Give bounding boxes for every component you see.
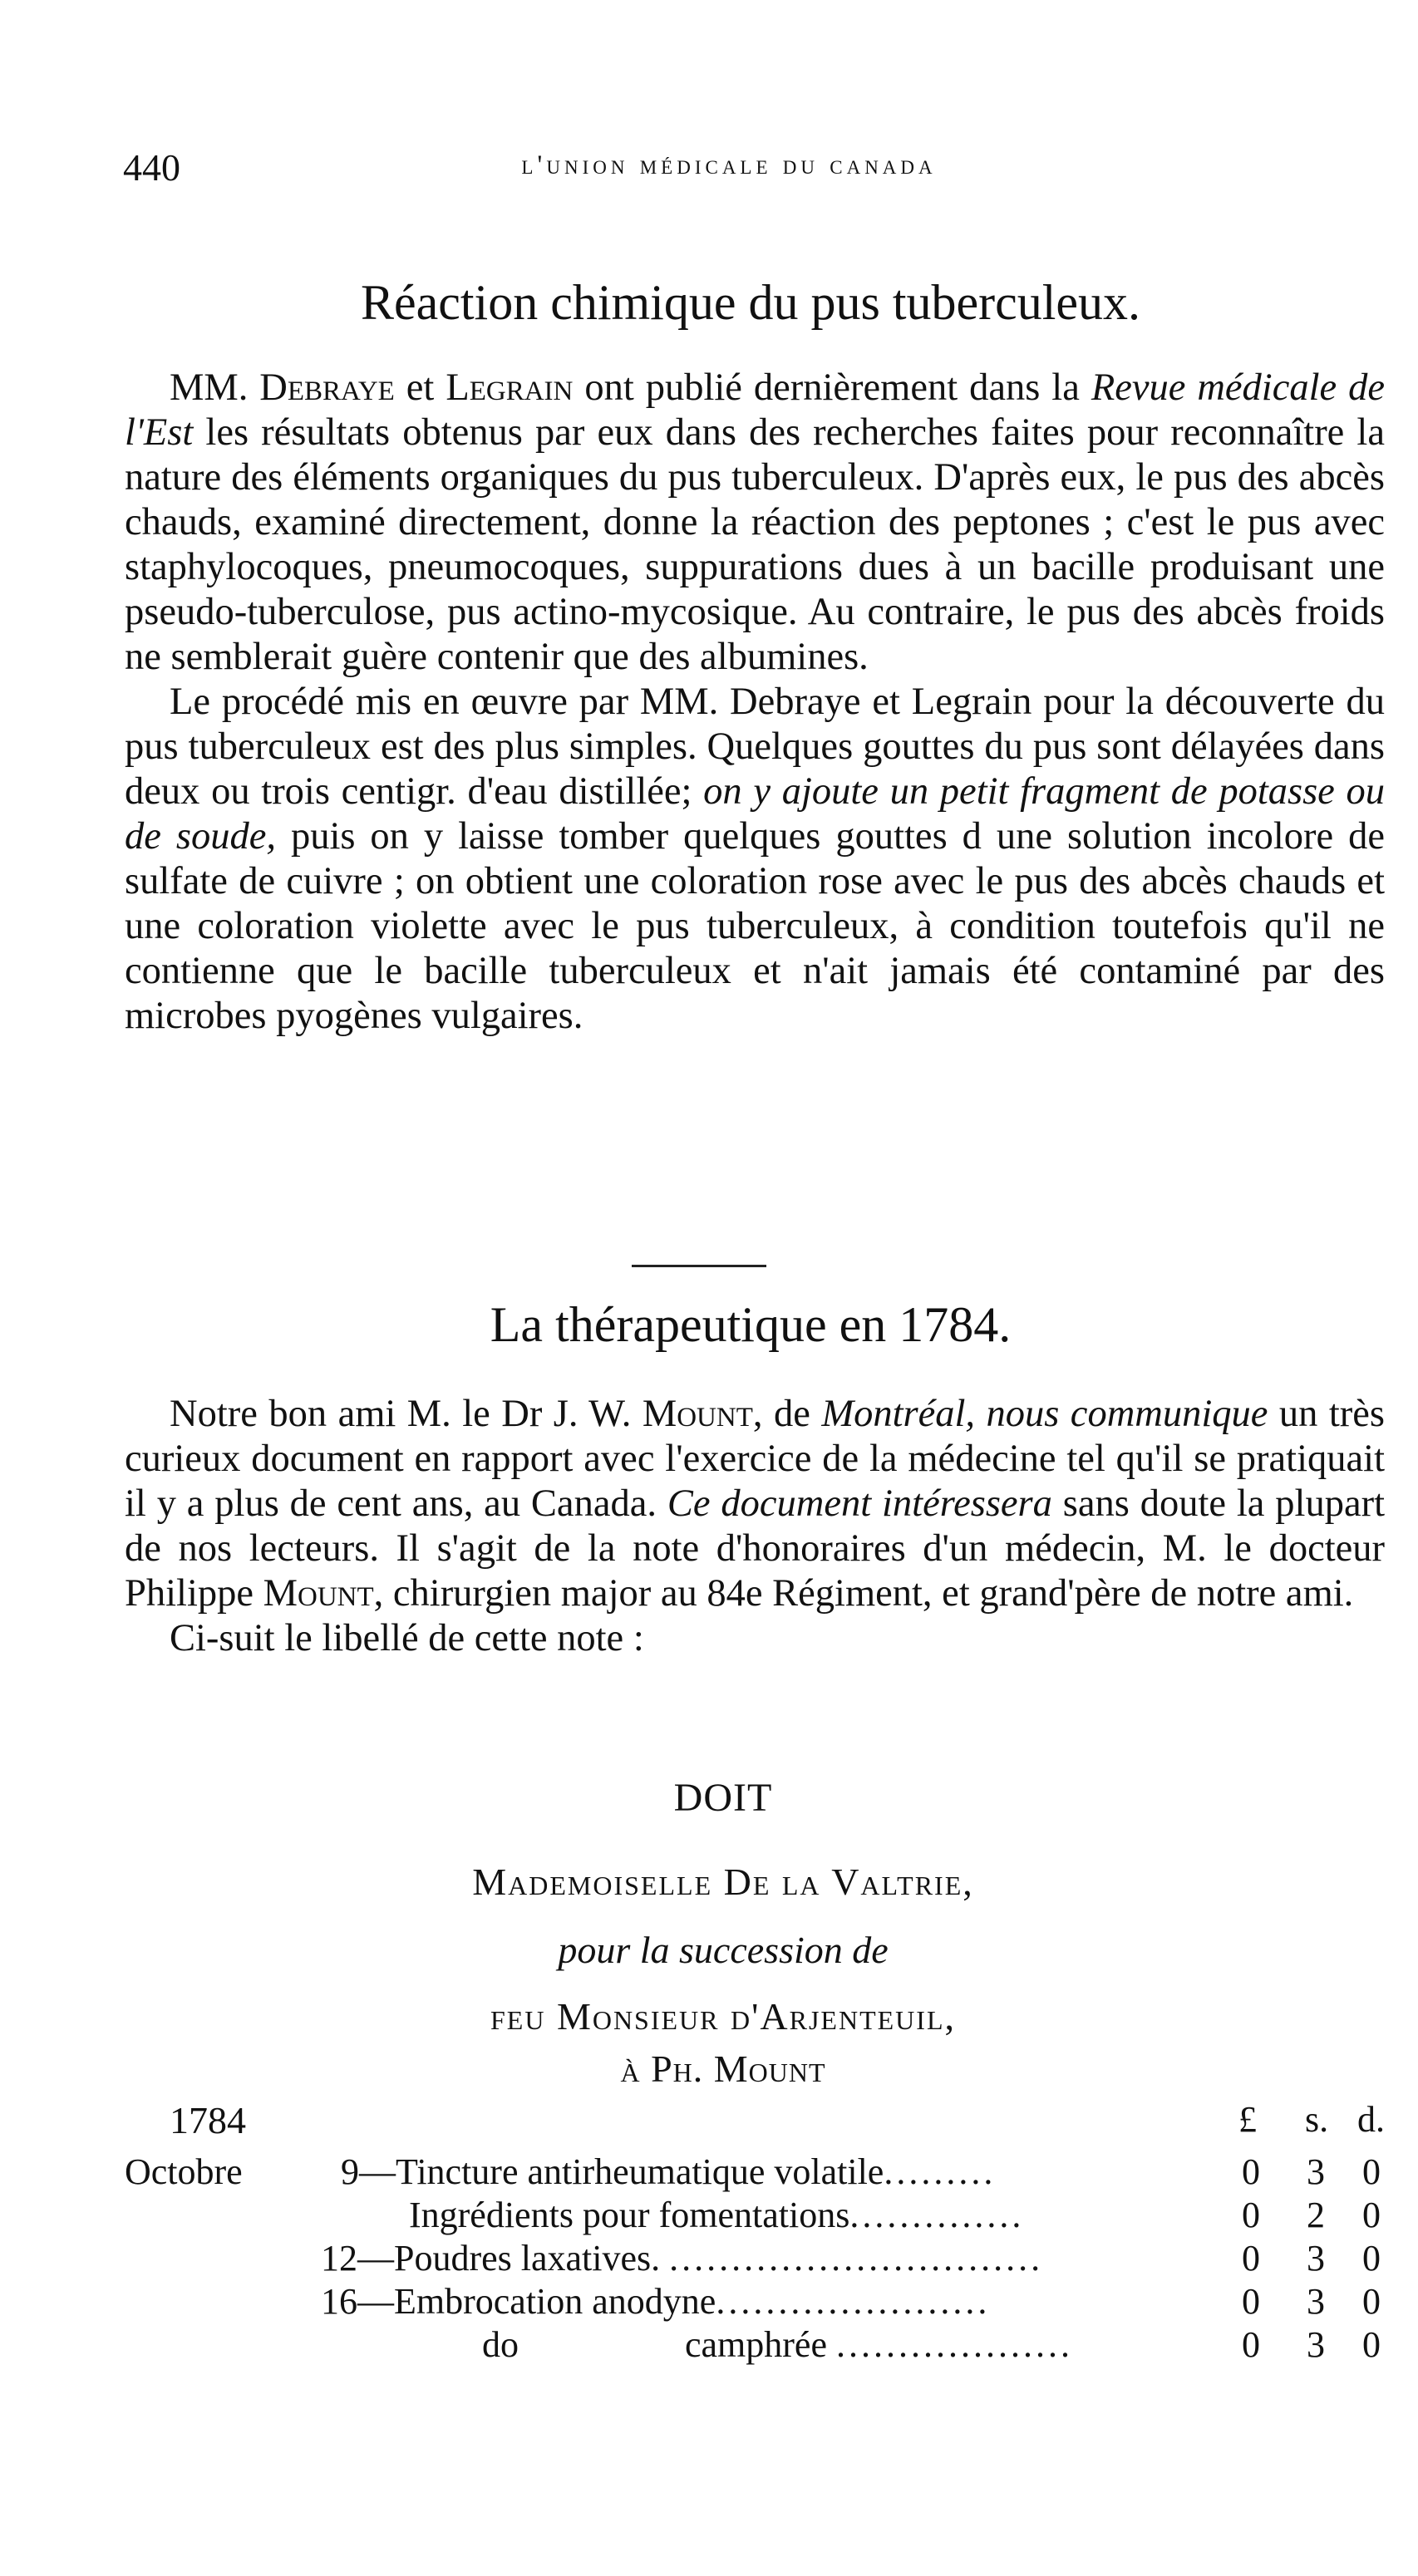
account-item: 9—Tincture antirheumatique volatile......... <box>341 2151 997 2192</box>
amount-pounds: 0 <box>1242 2324 1260 2365</box>
amount-shillings: 3 <box>1307 2151 1325 2192</box>
article-2-body <box>125 1392 1385 1661</box>
article-1-body <box>125 366 1385 1039</box>
account-row <box>125 2194 1393 2239</box>
article-1-title: Réaction chimique du pus tuberculeux. <box>360 275 1141 330</box>
amount-shillings: 2 <box>1307 2195 1325 2235</box>
article-1-paragraph-1: MM. Debraye et Legrain ont publié dernièrement dans la Revue médicale de l'Est les résultats obtenus par eux dans des recherches faites pour reconnaître la nature des éléments organiques du pus tuberculeux. D'après eux, le pus des abcès chauds, examiné directement, donne la réaction des peptones ; c'est le pus avec staphylocoques, pneumocoques, suppurations dues à un bacille produisant une pseudo-tuberculose, pus actino-mycosique. Au contraire, le pus des abcès froids ne semblerait guère contenir que des albumines. <box>125 366 1386 678</box>
account-item: 16—Embrocation anodyne...................... <box>321 2281 991 2322</box>
account-row <box>125 2237 1393 2282</box>
author-name: Debraye <box>259 366 395 409</box>
account-year: 1784 <box>170 2099 246 2141</box>
account-row <box>125 2151 1393 2195</box>
amount-pounds: 0 <box>1242 2195 1260 2235</box>
document-line-estate: feu Monsieur d'Arjenteuil, <box>490 1995 956 2038</box>
amount-pounds: 0 <box>1242 2151 1260 2192</box>
account-row <box>125 2323 1393 2368</box>
journal-reference: Revue médicale de l'Est <box>125 366 1386 454</box>
article-2-title: La thérapeutique en 1784. <box>490 1297 1012 1352</box>
ditto-mark: do <box>482 2324 519 2365</box>
amount-shillings: 3 <box>1307 2238 1325 2279</box>
section-divider <box>632 1265 766 1267</box>
amount-pence: 0 <box>1362 2195 1381 2235</box>
document-line-debtor: Mademoiselle De la Valtrie, <box>472 1861 974 1903</box>
article-2-paragraph-1: Notre bon ami M. le Dr J. W. Mount, de Montréal, nous communique un très curieux document en rapport avec l'exercice de la médecine tel qu'il se pratiquait il y a plus de cent ans, au Canada. Ce document intéressera sans doute la plupart de nos lecteurs. Il s'agit de la note d'honoraires d'un médecin, M. le docteur Philippe Mount, chirurgien major au 84e Régiment, et grand'père de notre ami. <box>125 1393 1386 1615</box>
journal-title: l'union médicale du canada <box>521 150 937 180</box>
amount-shillings: 3 <box>1307 2281 1325 2322</box>
article-2-paragraph-2: Ci-suit le libellé de cette note : <box>170 1617 644 1659</box>
amount-pence: 0 <box>1362 2324 1381 2365</box>
account-item: Ingrédients pour fomentations.............. <box>409 2195 1025 2235</box>
shillings-header: s. <box>1305 2099 1329 2140</box>
amount-pence: 0 <box>1362 2151 1381 2192</box>
page-number: 440 <box>123 146 180 189</box>
running-head <box>123 145 1285 195</box>
amount-pence: 0 <box>1362 2281 1381 2322</box>
author-name: Legrain <box>446 366 574 409</box>
article-1-paragraph-2: Le procédé mis en œuvre par MM. Debraye et Legrain pour la découverte du pus tuberculeux est des plus simples. Quelques gouttes du pus sont délayées dans deux ou trois centigr. d'eau distillée; on y ajoute un petit fragment de potasse ou de soude, puis on y laisse tomber quelques gouttes d une solution incolore de sulfate de cuivre ; on obtient une coloration rose avec le pus des abcès chauds et une coloration violette avec le pus tuberculeux, à condition toutefois qu'il ne contienne que le bacille tuberculeux et n'ait jamais été contaminé par des microbes pyogènes vulgaires. <box>125 681 1386 1037</box>
author-name: Mount <box>642 1393 753 1435</box>
account-item: 12—Poudres laxatives. .............................. <box>321 2238 1044 2279</box>
author-name: Mount <box>263 1572 374 1615</box>
pence-header: d. <box>1357 2099 1385 2140</box>
amount-shillings: 3 <box>1307 2324 1325 2365</box>
pounds-header: £ <box>1238 2099 1257 2140</box>
document-line-succession: pour la succession de <box>558 1929 889 1971</box>
document-title: DOIT <box>673 1776 773 1820</box>
account-row <box>125 2280 1393 2325</box>
account-item: camphrée ................... <box>685 2324 1073 2365</box>
document-line-creditor: à Ph. Mount <box>620 2048 826 2090</box>
account-month: Octobre <box>125 2151 243 2192</box>
amount-pounds: 0 <box>1242 2238 1260 2279</box>
amount-pence: 0 <box>1362 2238 1381 2279</box>
amount-pounds: 0 <box>1242 2281 1260 2322</box>
